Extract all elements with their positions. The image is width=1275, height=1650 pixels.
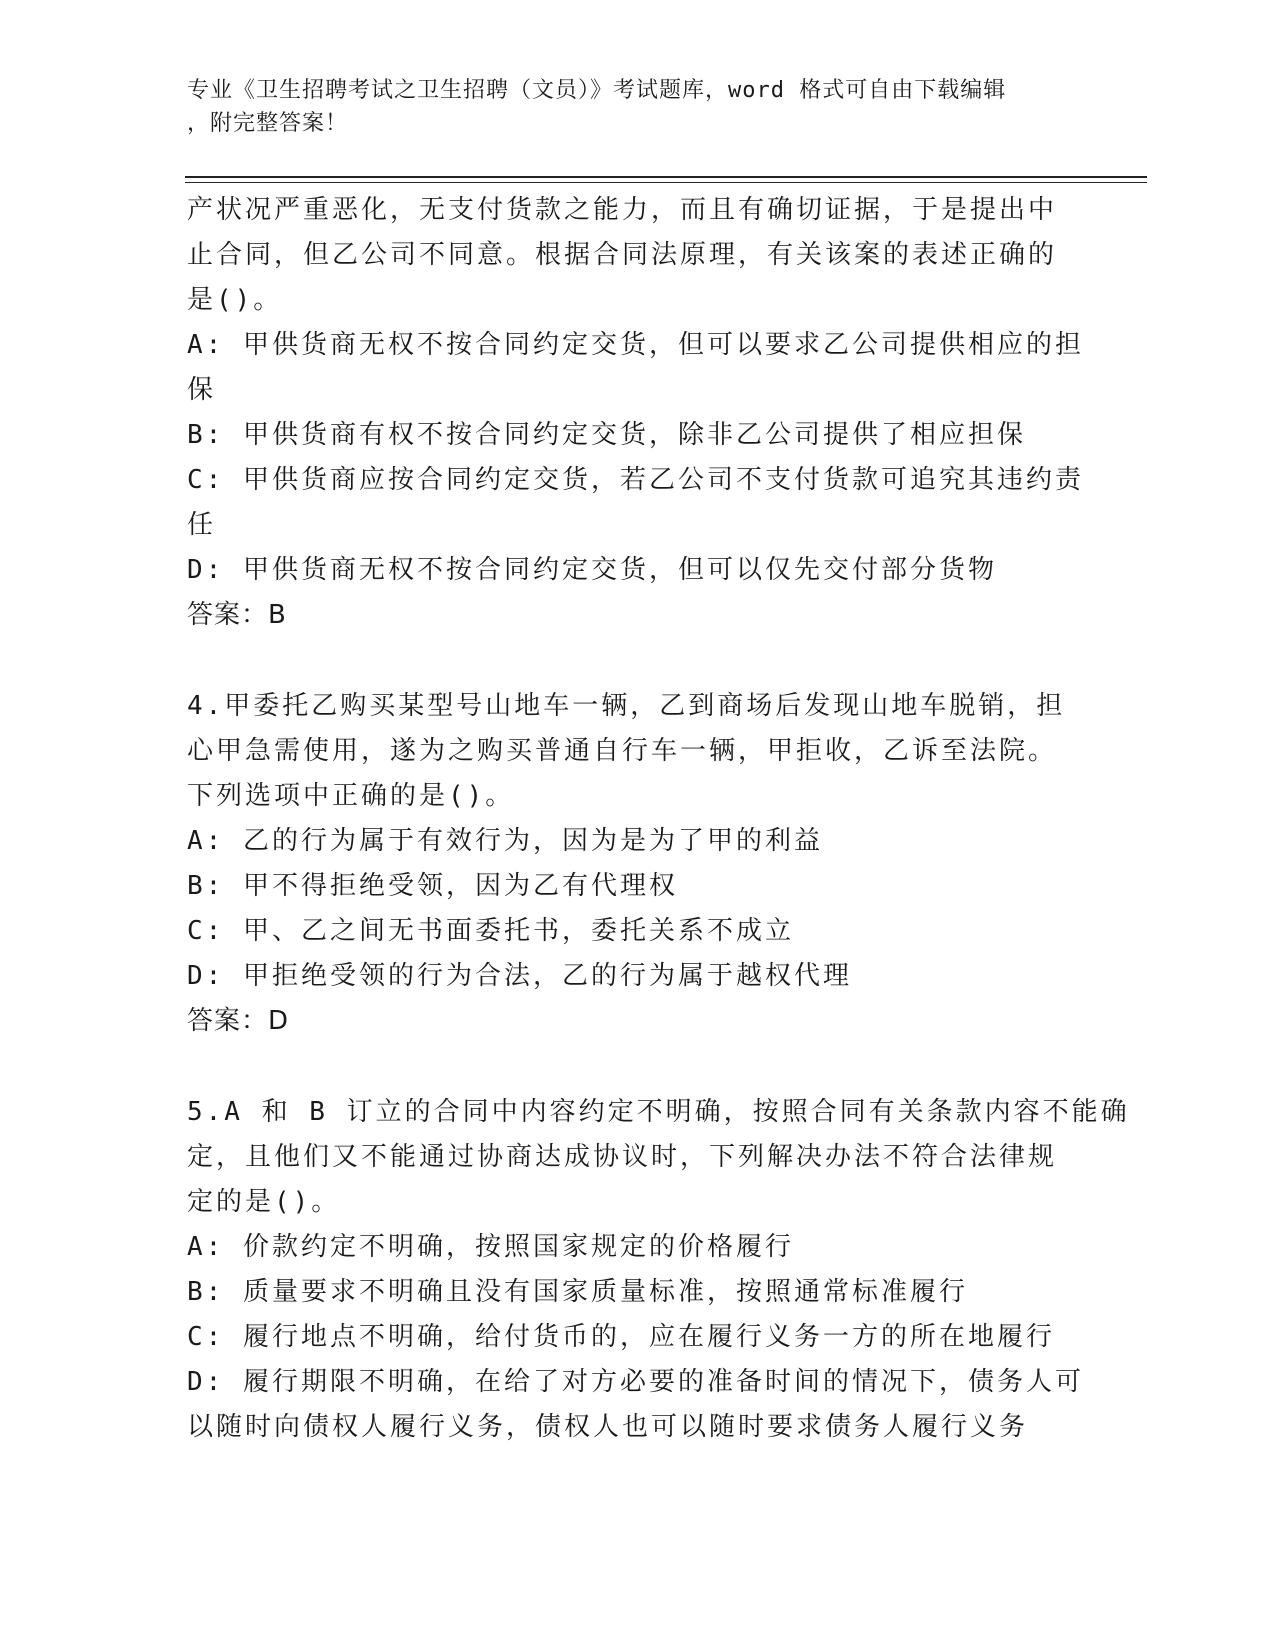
question-spacer xyxy=(187,1044,1077,1090)
question-3-stem-line: 产状况严重恶化，无支付货款之能力，而且有确切证据，于是提出中 xyxy=(187,195,1058,225)
question-5-stem-line: 5.A 和 B 订立的合同中内容约定不明确，按照合同有关条款内容不能确 xyxy=(187,1097,1130,1127)
header-line-1: 专业《卫生招聘考试之卫生招聘（文员）》考试题库，word 格式可自由下载编辑 xyxy=(187,78,1007,103)
question-3-option-d: D: 甲供货商无权不按合同约定交货，但可以仅先交付部分货物 xyxy=(187,555,997,585)
question-3 xyxy=(187,188,1084,638)
header-divider-thin xyxy=(185,182,1147,183)
question-3-option-c-cont: 任 xyxy=(187,510,217,540)
question-4-stem-line: 4.甲委托乙购买某型号山地车一辆，乙到商场后发现山地车脱销，担 xyxy=(187,691,1066,721)
question-5-stem-line: 定的是()。 xyxy=(187,1187,341,1217)
question-4-option-b: B: 甲不得拒绝受领，因为乙有代理权 xyxy=(187,871,678,901)
question-4-option-c: C: 甲、乙之间无书面委托书，委托关系不成立 xyxy=(187,916,794,946)
question-5-option-d-cont: 以随时向债权人履行义务，债权人也可以随时要求债务人履行义务 xyxy=(187,1412,1029,1442)
question-3-option-b: B: 甲供货商有权不按合同约定交货，除非乙公司提供了相应担保 xyxy=(187,420,1026,450)
question-4-option-a: A: 乙的行为属于有效行为，因为是为了甲的利益 xyxy=(187,826,823,856)
document-body xyxy=(187,188,1130,1450)
question-5-stem-line: 定，且他们又不能通过协商达成协议时，下列解决办法不符合法律规 xyxy=(187,1142,1058,1172)
question-4 xyxy=(187,684,1077,1044)
question-5 xyxy=(187,1090,1130,1450)
question-5-option-a: A: 价款约定不明确，按照国家规定的价格履行 xyxy=(187,1232,794,1262)
header-line-2: ，附完整答案！ xyxy=(187,111,349,136)
question-3-answer: 答案：B xyxy=(187,600,287,630)
document-header xyxy=(187,74,1067,140)
header-divider-thick xyxy=(185,176,1147,178)
question-4-stem-line: 下列选项中正确的是()。 xyxy=(187,781,515,811)
question-4-answer: 答案：D xyxy=(187,1006,290,1036)
question-5-option-d: D: 履行期限不明确，在给了对方必要的准备时间的情况下，债务人可 xyxy=(187,1367,1084,1397)
question-5-option-b: B: 质量要求不明确且没有国家质量标准，按照通常标准履行 xyxy=(187,1277,968,1307)
question-3-stem-line: 止合同，但乙公司不同意。根据合同法原理，有关该案的表述正确的 xyxy=(187,240,1058,270)
question-3-option-a: A: 甲供货商无权不按合同约定交货，但可以要求乙公司提供相应的担 xyxy=(187,330,1084,360)
question-4-stem-line: 心甲急需使用，遂为之购买普通自行车一辆，甲拒收，乙诉至法院。 xyxy=(187,736,1058,766)
question-5-option-c: C: 履行地点不明确，给付货币的，应在履行义务一方的所在地履行 xyxy=(187,1322,1055,1352)
question-4-option-d: D: 甲拒绝受领的行为合法，乙的行为属于越权代理 xyxy=(187,961,852,991)
question-3-stem-line: 是()。 xyxy=(187,285,283,315)
question-3-option-c: C: 甲供货商应按合同约定交货，若乙公司不支付货款可追究其违约责 xyxy=(187,465,1084,495)
question-3-option-a-cont: 保 xyxy=(187,375,217,405)
question-spacer xyxy=(187,638,1077,684)
